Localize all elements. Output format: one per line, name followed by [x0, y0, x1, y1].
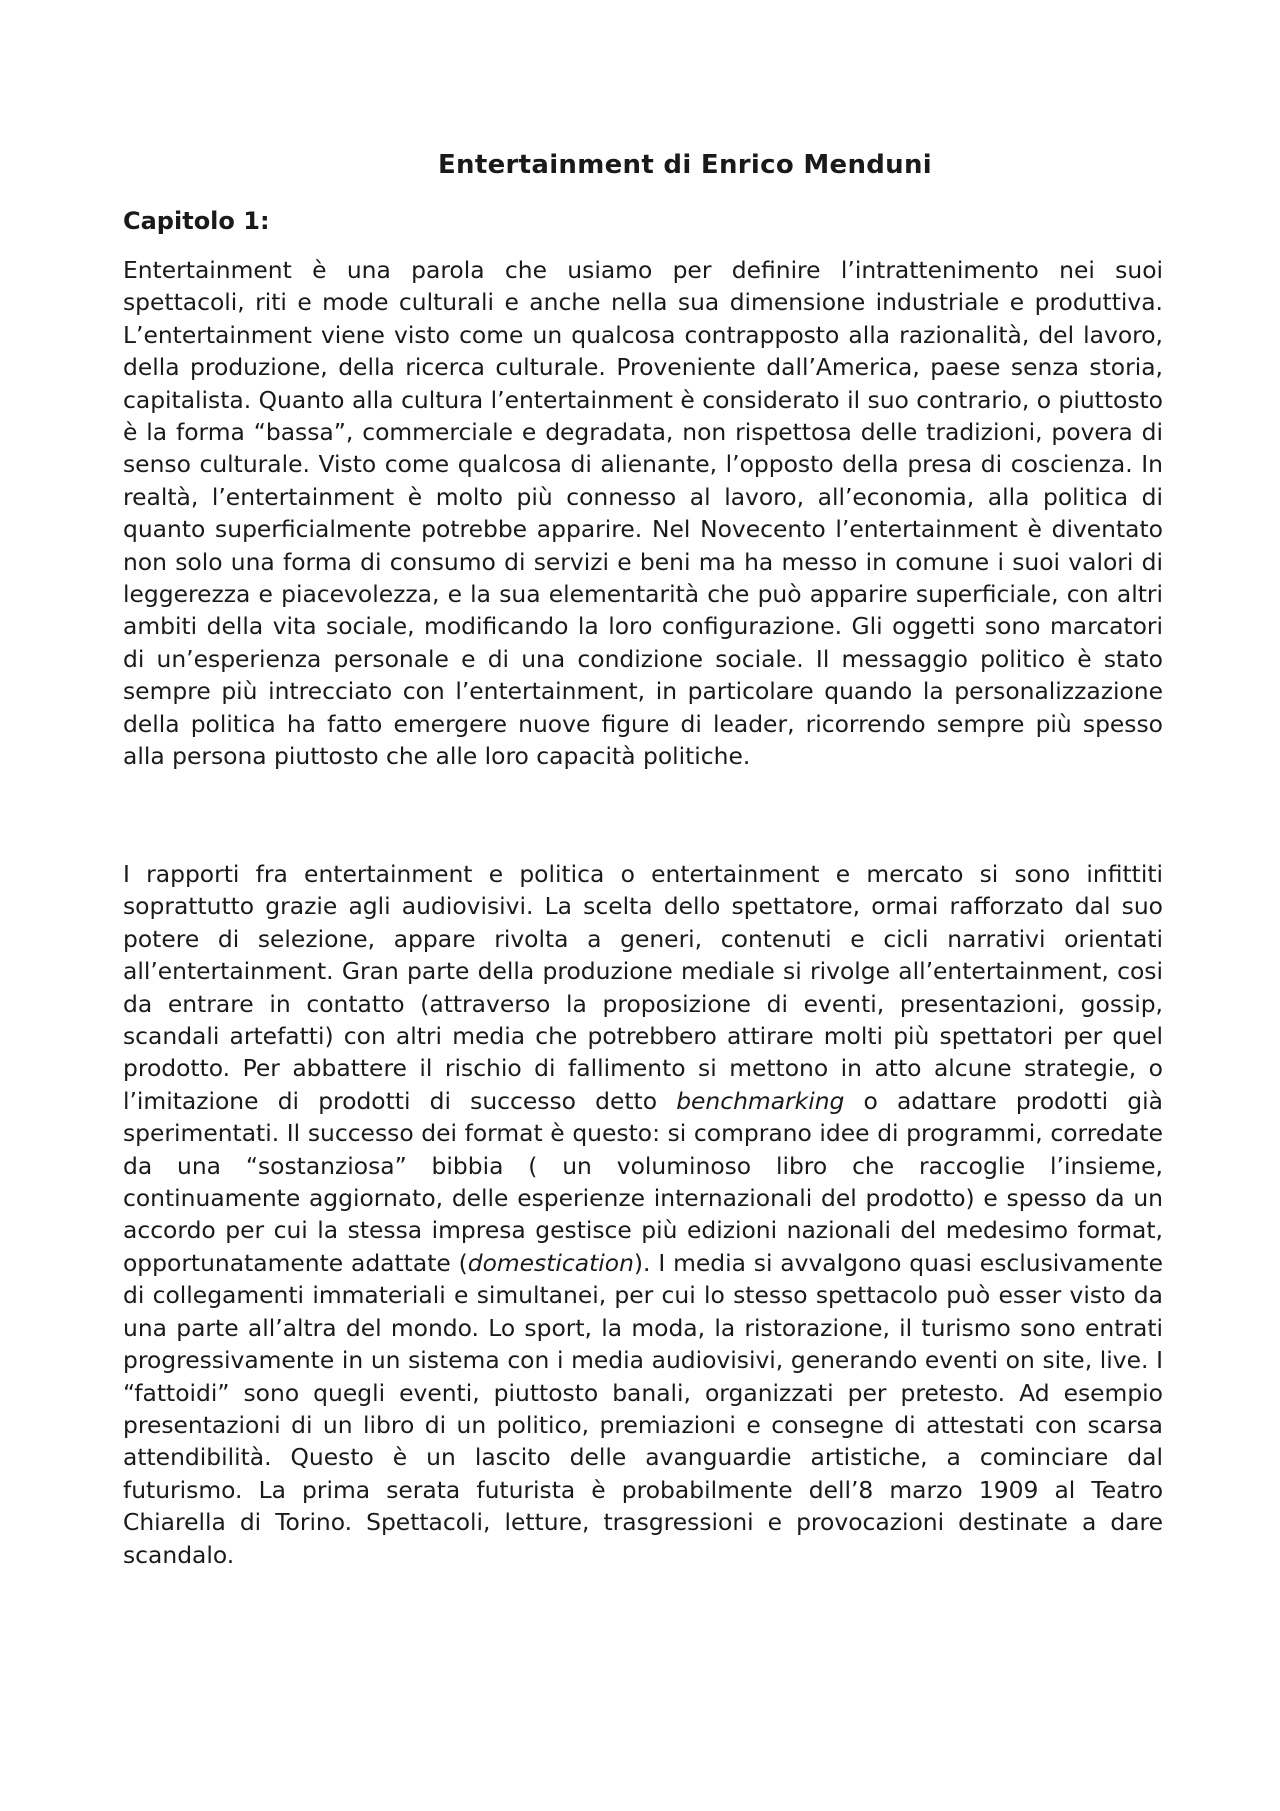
paragraph-2-text-b: o adattare prodotti già sperimentati. Il successo dei format è questo: si comprano idee di programmi, corredate da una “sostanziosa” bibbia ( un voluminoso libro che raccoglie l’insieme, continuamente aggiornato, delle esperienze internazionali del prodotto) e spesso da un accordo per cui la stessa impresa gestisce più edizioni nazionali del medesimo format, opportunatamente adattate (: [123, 1086, 1163, 1277]
paragraph-1: Entertainment è una parola che usiamo per definire l’intrattenimento nei suoi spettacoli, riti e mode culturali e anche nella sua dimensione industriale e produttiva. L’entertainment viene visto come un qualcosa contrapposto alla razionalità, del lavoro, della produzione, della ricerca culturale. Proveniente dall’America, paese senza storia, capitalista. Quanto alla cultura l’entertainment è considerato il suo contrario, o piuttosto è la forma “bassa”, commerciale e degradata, non rispettosa delle tradizioni, povera di senso culturale. Visto come qualcosa di alienante, l’opposto della presa di coscienza. In realtà, l’entertainment è molto più connesso al lavoro, all’economia, alla politica di quanto superficialmente potrebbe apparire. Nel Novecento l’entertainment è diventato non solo una forma di consumo di servizi e beni ma ha messo in comune i suoi valori di leggerezza e piacevolezza, e la sua elementarità che può apparire superficiale, con altri ambiti della vita sociale, modificando la loro configurazione. Gli oggetti sono marcatori di un’esperienza personale e di una condizione sociale. Il messaggio politico è stato sempre più intrecciato con l’entertainment, in particolare quando la personalizzazione della politica ha fatto emergere nuove figure di leader, ricorrendo sempre più spesso alla persona piuttosto che alle loro capacità politiche.: [123, 256, 1163, 771]
chapter-heading: Capitolo 1:: [123, 207, 270, 235]
paragraph-2-italic-domestication: domestication: [467, 1248, 634, 1277]
paragraph-2-text-c: ). I media si avvalgono quasi esclusivamente di collegamenti immateriali e simultanei, per cui lo stesso spettacolo può esser visto da una parte all’altra del mondo. Lo sport, la moda, la ristorazione, il turismo sono entrati progressivamente in un sistema con i media audiovisivi, generando eventi on site, live. I “fattoidi” sono quegli eventi, piuttosto banali, organizzati per pretesto. Ad esempio presentazioni di un libro di un politico, premiazioni e consegne di attestati con scarsa attendibilità. Questo è un lascito delle avanguardie artistiche, a cominciare dal futurismo. La prima serata futurista è probabilmente dell’8 marzo 1909 al Teatro Chiarella di Torino. Spettacoli, letture, trasgressioni e provocazioni destinate a dare scandalo.: [123, 1248, 1163, 1569]
paragraph-2-text-a: I rapporti fra entertainment e politica o entertainment e mercato si sono infittiti soprattutto grazie agli audiovisivi. La scelta dello spettatore, ormai rafforzato dal suo potere di selezione, appare rivolta a generi, contenuti e cicli narrativi orientati all’entertainment. Gran parte della produzione mediale si rivolge all’entertainment, cosi da entrare in contatto (attraverso la proposizione di eventi, presentazioni, gossip, scandali artefatti) con altri media che potrebbero attirare molti più spettatori per quel prodotto. Per abbattere il rischio di fallimento si mettono in atto alcune strategie, o l’imitazione di prodotti di successo detto: [123, 860, 1163, 1115]
paragraph-2-italic-benchmarking: benchmarking: [676, 1086, 845, 1115]
paragraph-2: [123, 858, 1163, 1571]
document-title: Entertainment di Enrico Menduni: [437, 150, 933, 180]
